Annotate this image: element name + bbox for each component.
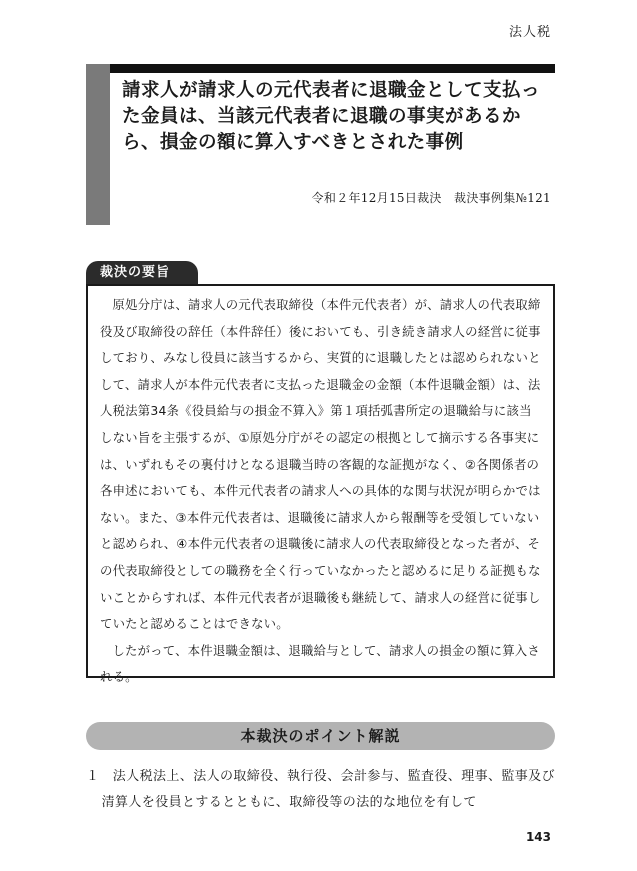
- page-number: 143: [525, 830, 551, 844]
- points-heading: 本裁決のポイント解説: [86, 722, 555, 750]
- summary-tab-label: 裁決の要旨: [86, 261, 198, 284]
- summary-box: [86, 284, 555, 685]
- category-label: 法人税: [508, 25, 551, 40]
- title-block: [86, 64, 555, 225]
- summary-paragraph: したがって、本件退職金額は、退職給与として、請求人の損金の額に算入される。: [100, 642, 540, 685]
- title-side-bar: [86, 64, 110, 225]
- body-paragraph: １ 法人税法上、法人の取締役、執行役、会計参与、監査役、理事、監事及び清算人を役員とするとともに、取締役等の法的な地位を有して: [86, 769, 556, 810]
- title-top-bar: [86, 64, 555, 73]
- page-title: 請求人が請求人の元代表者に退職金として支払った金員は、当該元代表者に退職の事実があるから、損金の額に算入すべきとされた事例: [122, 80, 541, 153]
- decision-date-reference: 令和２年12月15日裁決 裁決事例集№121: [311, 191, 551, 205]
- summary-paragraph: 原処分庁は、請求人の元代表取締役（本件元代表者）が、請求人の代表取締役及び取締役の辞任（本件辞任）後においても、引き続き請求人の経営に従事しており、みなし役員に該当するから、実質的に退職したとは認められないとして、請求人が本件元代表者に支払った退職金の金額（本件退職金額）は、法人税法第34条《役員給与の損金不算入》第１項括弧書所定の退職給与に該当しない旨を主張するが、①原処分庁がその認定の根拠として摘示する各事実には、いずれもその裏付けとなる退職当時の客観的な証拠がなく、②各関係者の各申述においても、本件元代表者の請求人への具体的な関与状況が明らかではない。また、③本件元代表者は、退職後に請求人から報酬等を受領していないと認められ、④本件元代表者の退職後に請求人の代表取締役となった者が、その代表取締役としての職務を全く行っていなかったと認めるに足りる証拠もないことからすれば、本件元代表者が退職後も継続して、請求人の経営に従事していたと認めることはできない。: [100, 297, 541, 632]
